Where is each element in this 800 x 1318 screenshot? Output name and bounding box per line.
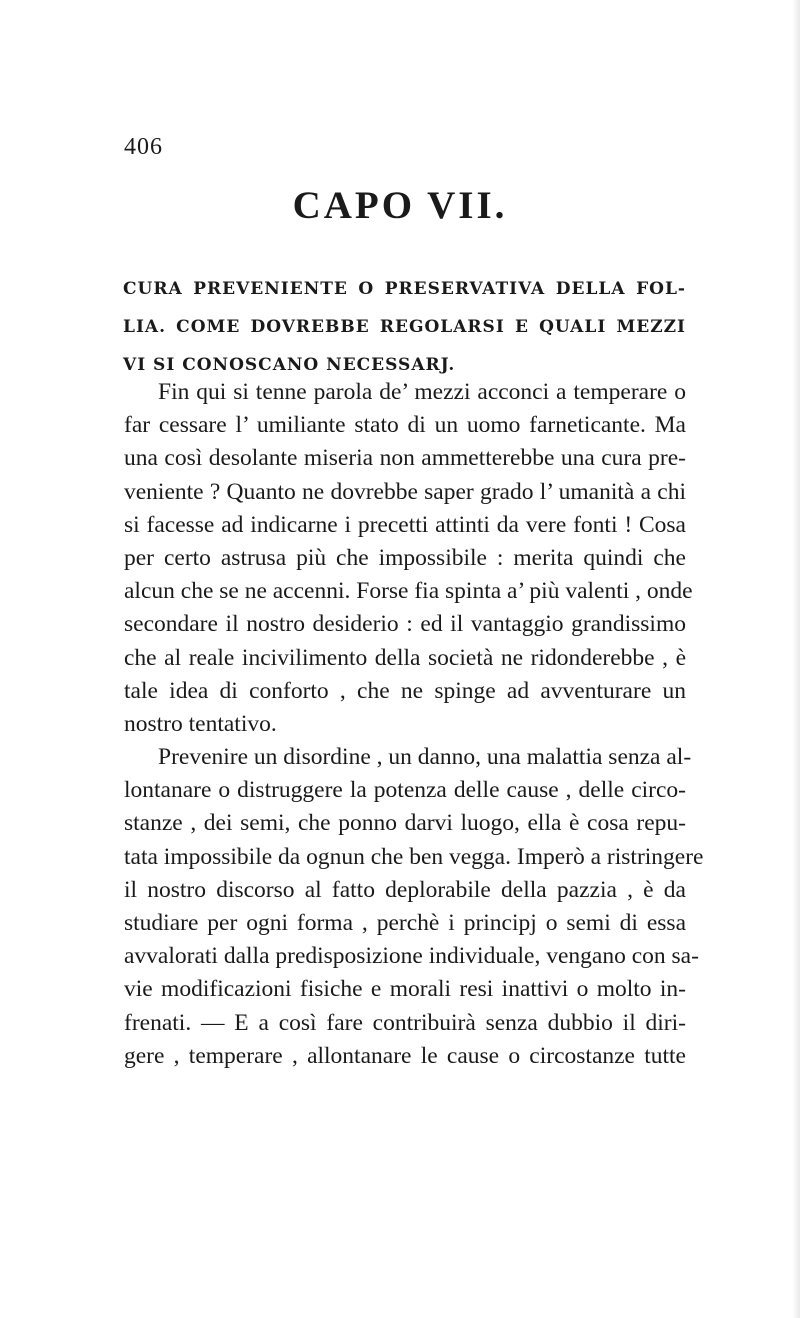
page-number: 406 <box>124 134 163 160</box>
paragraph-1-line: che al reale incivilimento della società ne ridonderebbe , è <box>124 644 686 671</box>
chapter-title: CAPO VII. <box>292 184 508 227</box>
paragraph-2-line: frenati. — E a così fare contribuirà senza dubbio il diri- <box>124 1009 686 1036</box>
subtitle-line: VI SI CONOSCANO NECESSARJ. <box>123 355 456 375</box>
paragraph-1-line: tale idea di conforto , che ne spinge ad avventurare un <box>124 677 686 704</box>
paragraph-1-line: una così desolante miseria non ammetterebbe una cura pre- <box>124 445 686 472</box>
subtitle-line: LIA. COME DOVREBBE REGOLARSI E QUALI MEZZI <box>123 317 686 337</box>
paragraph-1-line: per certo astrusa più che impossibile : merita quindi che <box>124 544 686 571</box>
paragraph-2-line: avvalorati dalla predisposizione individuale, vengano con sa- <box>124 943 699 970</box>
paragraph-1-line: nostro tentativo. <box>124 710 277 737</box>
paragraph-1-line: Fin qui si tenne parola de’ mezzi acconci a temperare o <box>158 379 686 405</box>
paragraph-2-line: tata impossibile da ognun che ben vegga. Imperò a ristringere <box>124 843 704 870</box>
paragraph-2-line: il nostro discorso al fatto deplorabile della pazzia , è da <box>124 876 686 903</box>
chapter-subtitle <box>123 270 686 384</box>
paragraph-1-line: veniente ? Quanto ne dovrebbe saper grado l’ umanità a chi <box>124 478 686 505</box>
body-text <box>124 376 704 1073</box>
paragraph-2-line: gere , temperare , allontanare le cause o circostanze tutte <box>124 1042 686 1069</box>
paragraph-2-line: lontanare o distruggere la potenza delle cause , delle circo- <box>124 777 686 804</box>
paragraph-1-line: si facesse ad indicarne i precetti attinti da vere fonti ! Cosa <box>124 511 686 538</box>
paragraph-2-line: stanze , dei semi, che ponno darvi luogo, ella è cosa repu- <box>124 810 686 837</box>
paragraph-2-line: Prevenire un disordine , un danno, una malattia senza al- <box>158 744 692 771</box>
paragraph-1-line: far cessare l’ umiliante stato di un uomo farneticante. Ma <box>124 412 686 439</box>
subtitle-line: CURA PREVENIENTE O PRESERVATIVA DELLA FOL- <box>123 279 686 299</box>
paragraph-2-line: studiare per ogni forma , perchè i principj o semi di essa <box>124 910 686 936</box>
paragraph-1-line: secondare il nostro desiderio : ed il vantaggio grandissimo <box>124 611 686 638</box>
paragraph-2-line: vie modificazioni fisiche e morali resi inattivi o molto in- <box>124 976 686 1003</box>
paragraph-1-line: alcun che se ne accenni. Forse fia spinta a’ più valenti , onde <box>124 578 693 605</box>
